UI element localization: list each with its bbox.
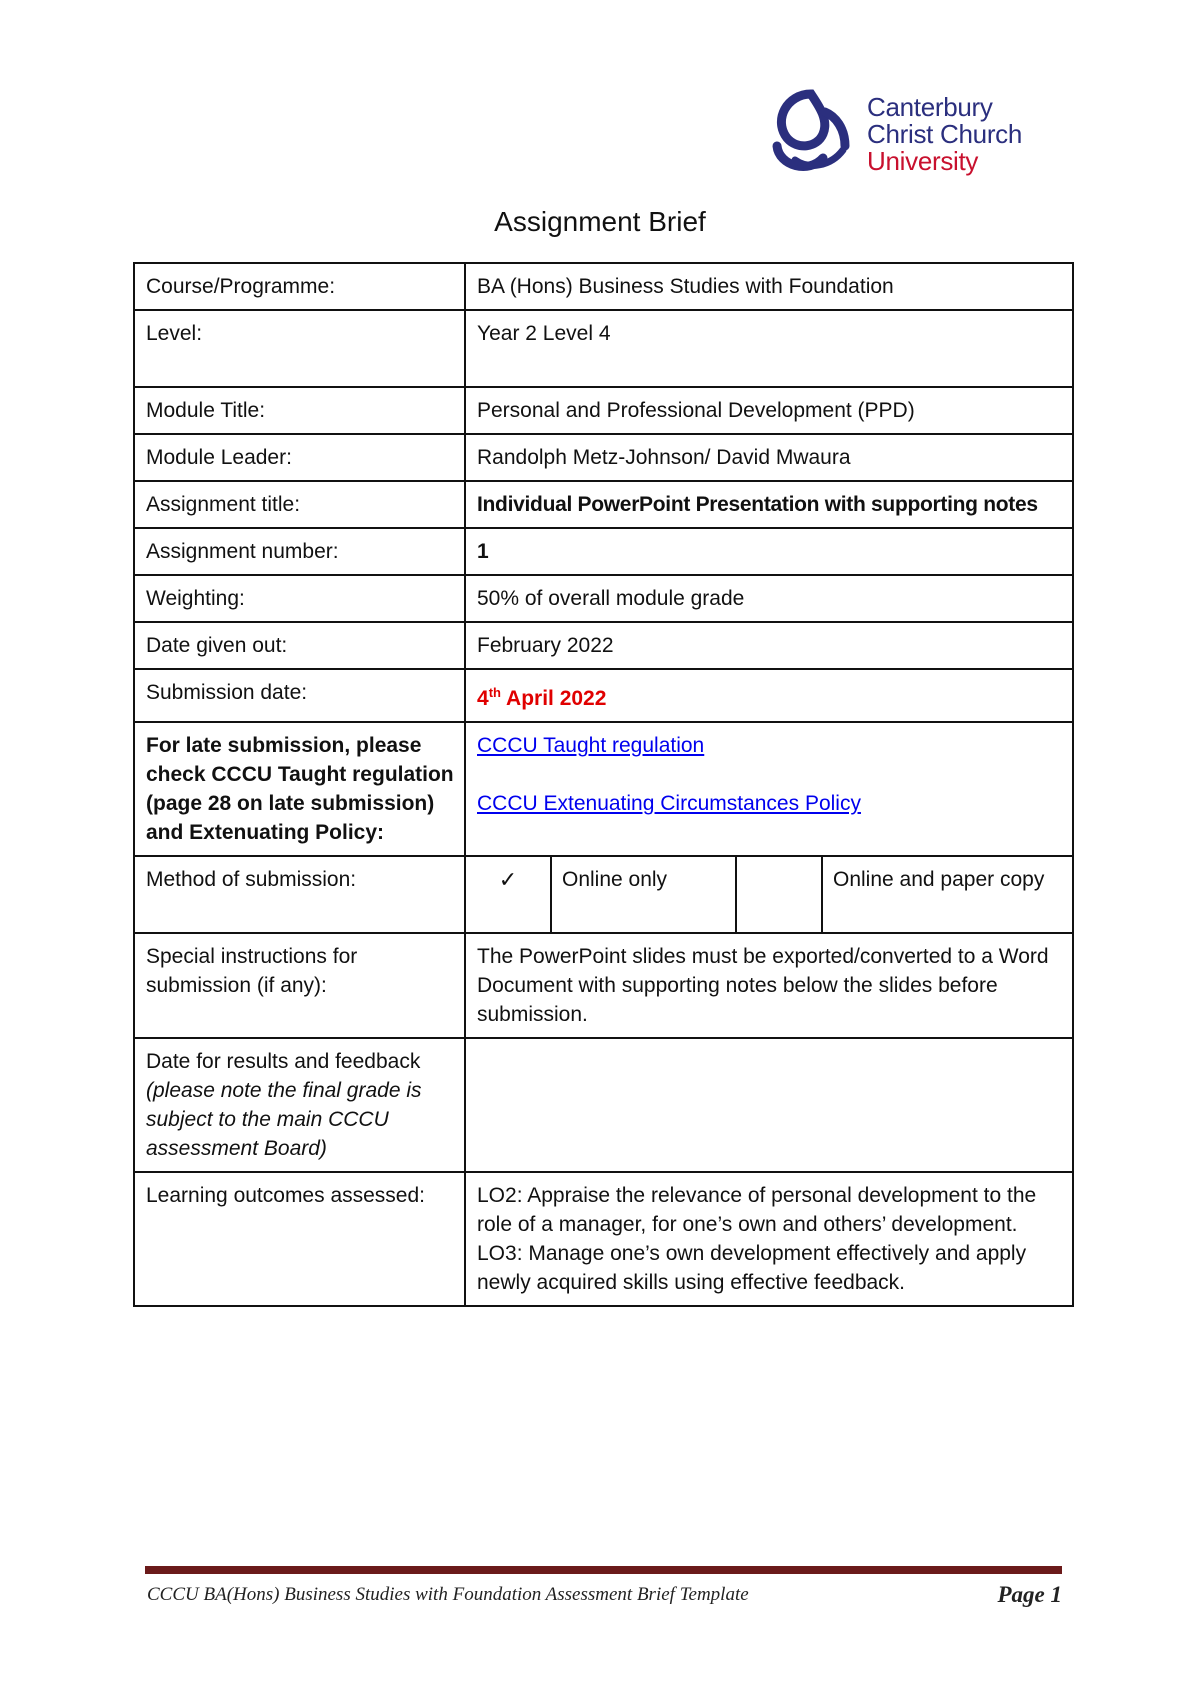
submission-month-year: April 2022 [500, 687, 607, 710]
submission-day: 4 [477, 687, 489, 710]
outcome-lo2: LO2: Appraise the relevance of personal development to the role of a manager, for one’s own and others’ development. [477, 1184, 1037, 1236]
date-given-label: Date given out: [134, 622, 465, 669]
date-given-value: February 2022 [465, 622, 1073, 669]
assignment-title-label: Assignment title: [134, 481, 465, 528]
table-row [134, 622, 1073, 669]
table-row [134, 310, 1073, 387]
special-instructions-label: Special instructions for submission (if any): [134, 933, 465, 1038]
table-row [134, 1172, 1073, 1306]
outcomes-label: Learning outcomes assessed: [134, 1172, 465, 1306]
table-row [134, 1038, 1073, 1172]
results-value [465, 1038, 1073, 1172]
table-row [134, 575, 1073, 622]
page-title: Assignment Brief [494, 206, 706, 237]
taught-regulation-link[interactable]: CCCU Taught regulation [477, 734, 705, 757]
results-label [134, 1038, 465, 1172]
module-leader-label: Module Leader: [134, 434, 465, 481]
logo-line-3: University [867, 146, 979, 176]
course-label: Course/Programme: [134, 263, 465, 310]
method-label: Method of submission: [134, 856, 465, 933]
university-name [867, 94, 1022, 175]
table-row [134, 434, 1073, 481]
results-label-text: Date for results and feedback [146, 1050, 421, 1073]
submission-day-suffix: th [488, 685, 501, 700]
footer [147, 1584, 1062, 1606]
checkmark-icon: ✓ [466, 857, 551, 932]
table-row [134, 722, 1073, 856]
weighting-value: 50% of overall module grade [465, 575, 1073, 622]
table-row [134, 481, 1073, 528]
university-emblem-icon [765, 86, 857, 174]
table-row [134, 933, 1073, 1038]
table-row [134, 856, 1073, 933]
submission-date-value [465, 669, 1073, 722]
footer-text: CCCU BA(Hons) Business Studies with Foundation Assessment Brief Template [147, 1584, 749, 1605]
table-row [134, 263, 1073, 310]
table-row [134, 669, 1073, 722]
level-label: Level: [134, 310, 465, 387]
table-row [134, 387, 1073, 434]
assignment-number-label: Assignment number: [134, 528, 465, 575]
logo-line-2: Christ Church [867, 119, 1023, 149]
option-online-only: Online only [551, 857, 736, 932]
submission-date-label: Submission date: [134, 669, 465, 722]
method-options [465, 856, 1073, 933]
footer-divider [145, 1566, 1062, 1574]
extenuating-circumstances-link[interactable]: CCCU Extenuating Circumstances Policy [477, 792, 861, 815]
university-logo [765, 78, 1055, 178]
module-leader-value: Randolph Metz-Johnson/ David Mwaura [465, 434, 1073, 481]
table-row [134, 528, 1073, 575]
late-submission-label: For late submission, please check CCCU Taught regulation (page 28 on late submission) and Extenuating Policy: [134, 722, 465, 856]
logo-line-1: Canterbury [867, 92, 993, 122]
assignment-brief-table [133, 262, 1074, 1307]
assignment-number-value: 1 [465, 528, 1073, 575]
weighting-label: Weighting: [134, 575, 465, 622]
late-submission-links [465, 722, 1073, 856]
special-instructions-value: The PowerPoint slides must be exported/converted to a Word Document with supporting notes below the slides before submission. [465, 933, 1073, 1038]
option-online-and-paper: Online and paper copy [833, 868, 1045, 891]
outcome-lo3: LO3: Manage one’s own development effectively and apply newly acquired skills using effective feedback. [477, 1242, 1027, 1294]
assignment-title-value: Individual PowerPoint Presentation with supporting notes [465, 481, 1073, 528]
module-title-label: Module Title: [134, 387, 465, 434]
module-title-value: Personal and Professional Development (PPD) [465, 387, 1073, 434]
page-number: Page 1 [997, 1582, 1062, 1607]
outcomes-value [465, 1172, 1073, 1306]
empty-checkbox-cell [736, 857, 822, 932]
method-options-table [466, 857, 1072, 932]
results-note: (please note the final grade is subject to the main CCCU assessment Board) [146, 1079, 422, 1160]
course-value: BA (Hons) Business Studies with Foundation [465, 263, 1073, 310]
level-value: Year 2 Level 4 [465, 310, 1073, 387]
